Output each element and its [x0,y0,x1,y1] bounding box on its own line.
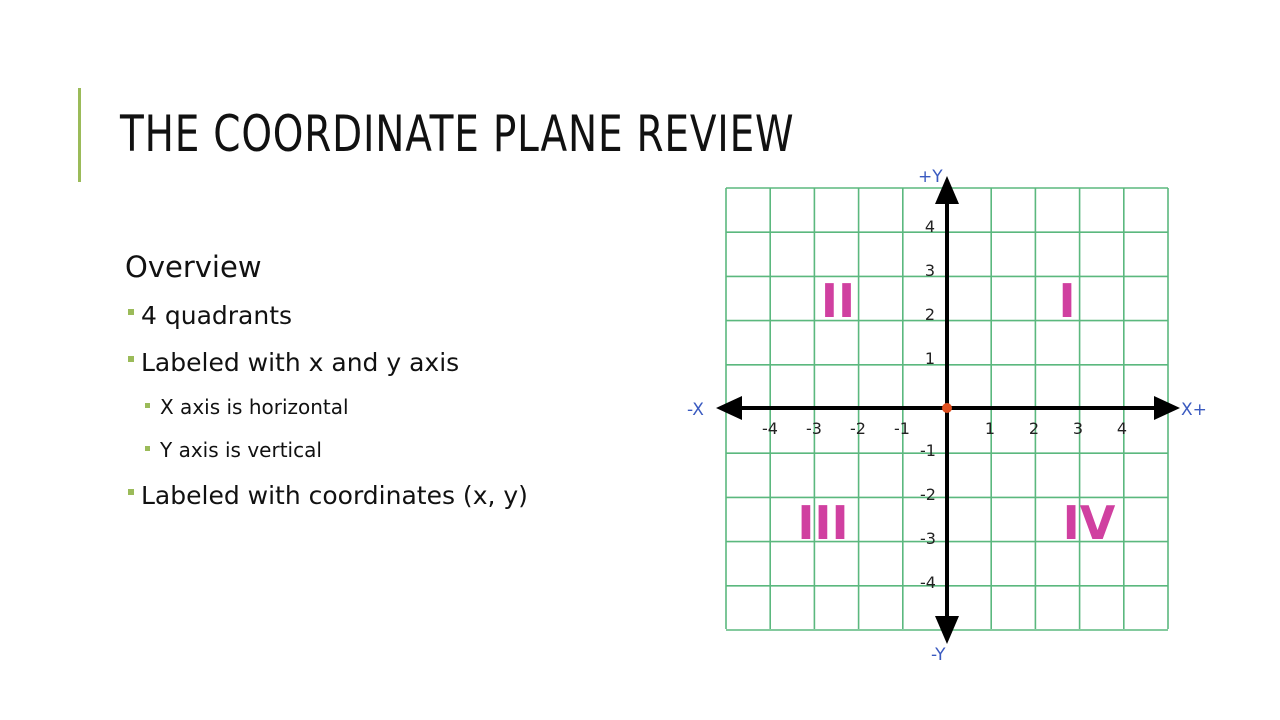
y-axis-positive-label: +Y [918,167,943,187]
x-tick-label: 4 [1116,419,1128,438]
y-tick-label: 1 [924,349,936,368]
x-tick-label: 3 [1072,419,1084,438]
bullet-quadrants: 4 quadrants [125,292,528,339]
bullet-y-axis: Y axis is vertical [125,429,528,472]
x-tick-label: 1 [984,419,996,438]
bullet-x-axis: X axis is horizontal [125,386,528,429]
quadrant-label-iii: III [797,496,849,550]
x-tick-label: -2 [850,419,866,438]
quadrant-label-iv: IV [1062,496,1116,550]
slide-title: THE COORDINATE PLANE REVIEW [120,105,795,163]
content-area [125,246,528,519]
origin-point [942,403,952,413]
y-tick-label: -1 [920,441,936,460]
y-tick-label: -2 [920,485,936,504]
axes [716,176,1180,644]
bullet-labeled-axes: Labeled with x and y axis [125,339,528,386]
x-tick-label: -1 [894,419,910,438]
quadrant-label-i: I [1058,274,1076,328]
overview-heading: Overview [125,250,262,284]
title-accent-bar [78,88,81,182]
x-axis-positive-label: X+ [1181,400,1207,420]
bullet-list [125,292,528,519]
y-axis-negative-label: -Y [931,645,946,665]
coordinate-plane-figure [680,160,1220,680]
y-tick-label: 3 [924,261,936,280]
x-tick-label: -3 [806,419,822,438]
x-tick-label: 2 [1028,419,1040,438]
y-tick-label: -4 [920,573,936,592]
y-tick-label: 4 [924,217,936,236]
quadrant-labels [797,274,1115,550]
x-tick-label: -4 [762,419,778,438]
x-axis-left-arrow [716,396,742,420]
bullet-coordinates: Labeled with coordinates (x, y) [125,472,528,519]
x-axis-negative-label: -X [687,400,704,420]
y-tick-label: -3 [920,529,936,548]
quadrant-label-ii: II [820,274,856,328]
y-tick-label: 2 [924,305,936,324]
x-axis-right-arrow [1154,396,1180,420]
